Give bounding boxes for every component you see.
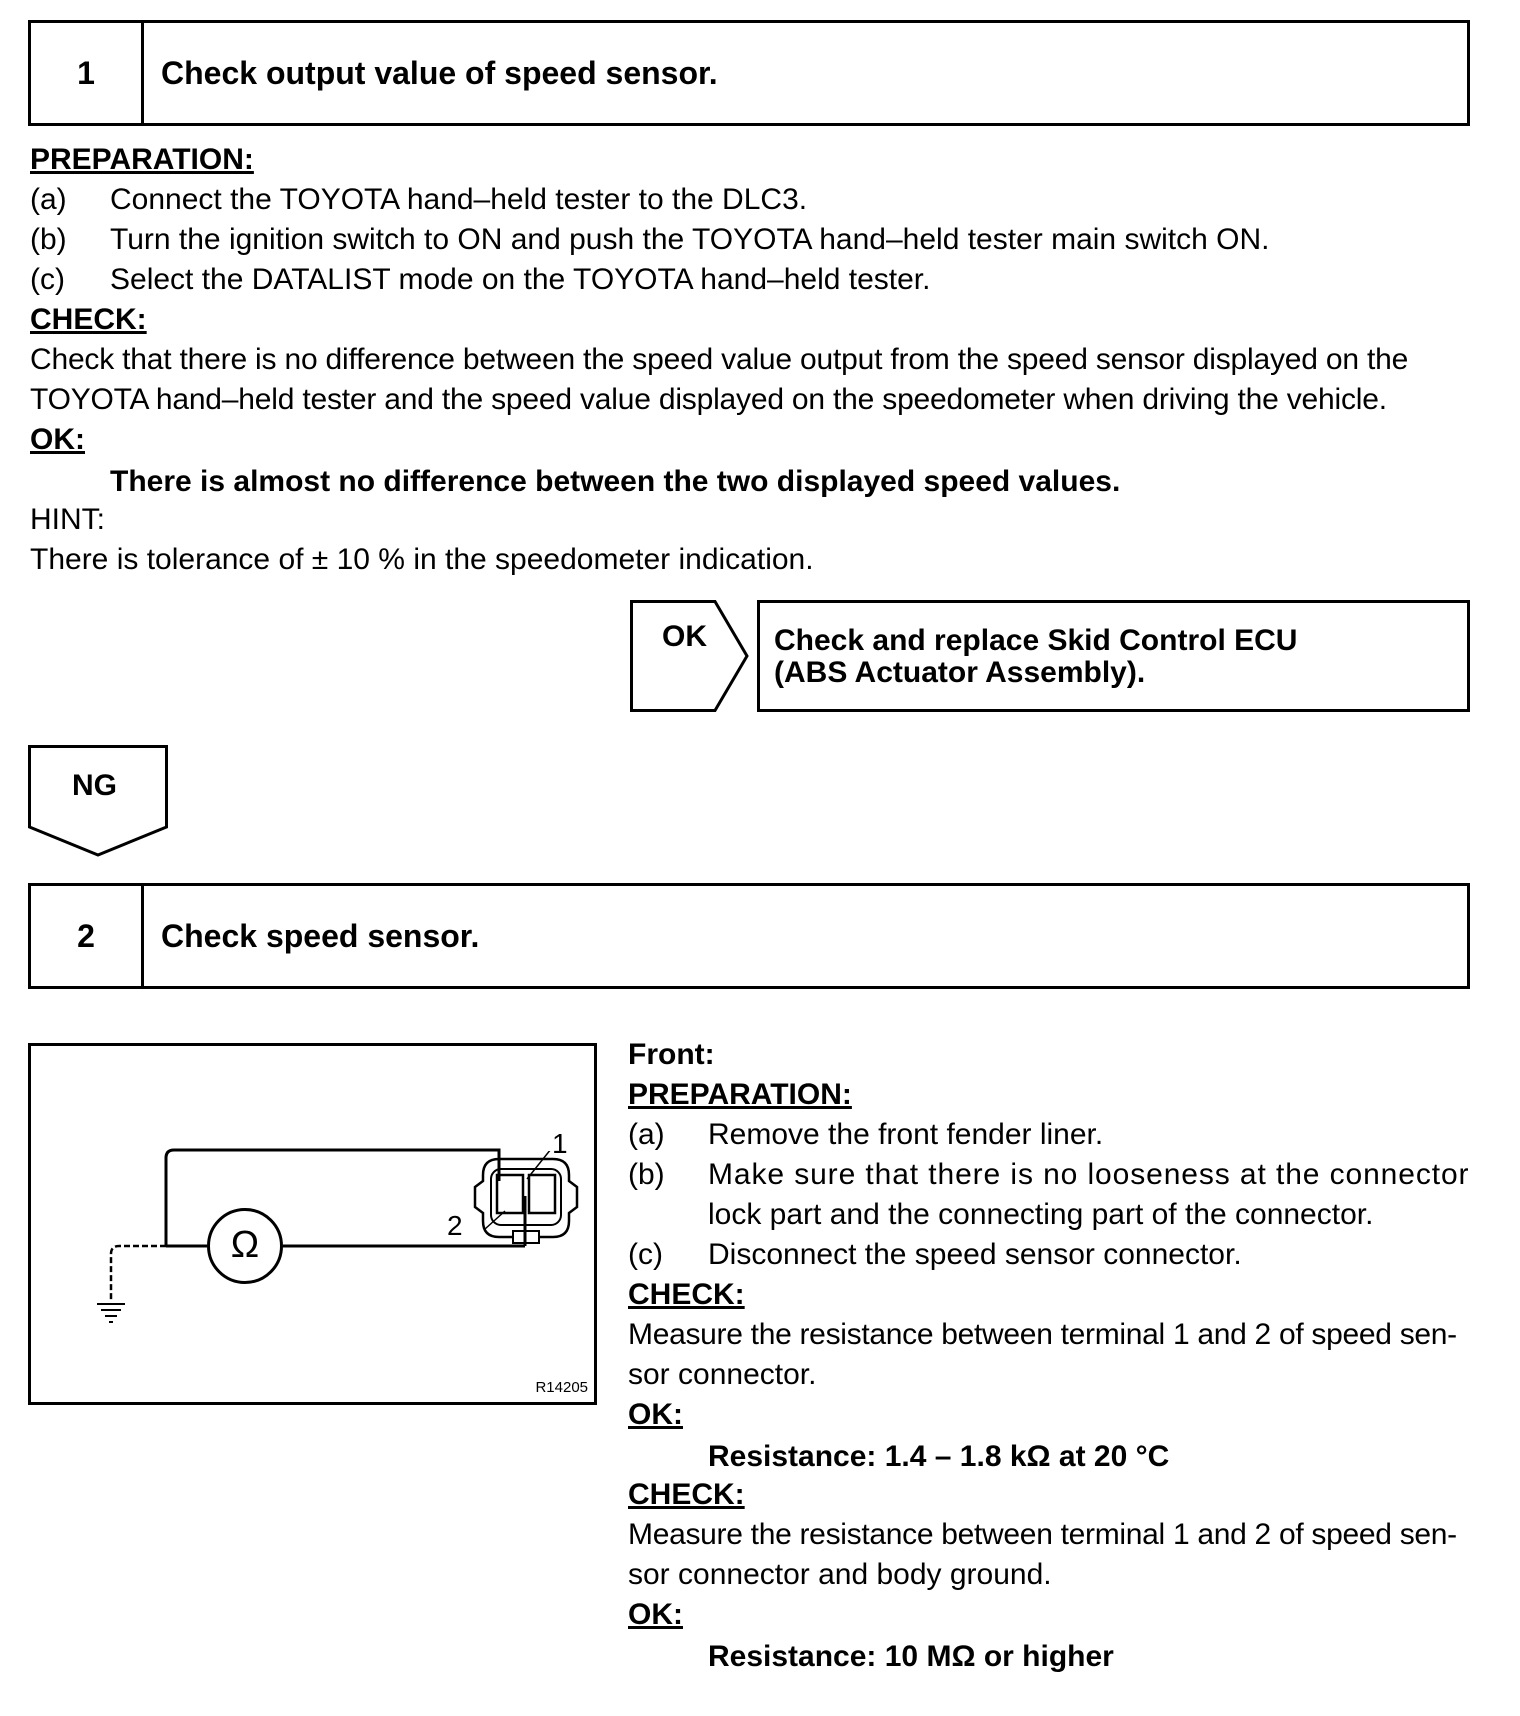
connector-icon	[471, 1151, 581, 1251]
step-2-check-2-heading: CHECK:	[628, 1478, 745, 1511]
list-text: Turn the ignition switch to ON and push the TOYOTA hand–held tester main switch ON.	[110, 223, 1270, 256]
step-2-number: 2	[31, 886, 144, 986]
figure-code: R14205	[535, 1379, 588, 1396]
step-2-prep-item-c	[628, 1235, 1470, 1275]
step-1-preparation-heading: PREPARATION:	[30, 143, 254, 176]
step-1-prep-item-a	[30, 180, 1470, 220]
step-2-check-1-line-2: sor connector.	[628, 1358, 817, 1391]
step-2-prep-item-a	[628, 1115, 1470, 1155]
step-2-check-1-line-1: Measure the resistance between terminal 1 and 2 of speed sen-	[628, 1318, 1457, 1351]
right-arrow-icon	[630, 600, 750, 712]
ok-branch-arrow	[630, 600, 750, 712]
step-1-check-heading: CHECK:	[30, 303, 147, 336]
wiring-diagram	[28, 1043, 597, 1405]
terminal-2-label: 2	[447, 1210, 463, 1241]
step-2-ok-1-text: Resistance: 1.4 – 1.8 kΩ at 20 °C	[708, 1440, 1170, 1473]
list-label: (c)	[30, 263, 65, 296]
step-2-check-2-line-2: sor connector and body ground.	[628, 1558, 1052, 1591]
step-2-front-heading: Front:	[628, 1038, 715, 1071]
step-2-ok-1-heading: OK:	[628, 1398, 683, 1431]
ok-branch-label: OK	[662, 620, 707, 653]
list-label: (a)	[628, 1118, 665, 1151]
list-text: Select the DATALIST mode on the TOYOTA hand–held tester.	[110, 263, 931, 296]
list-text: Connect the TOYOTA hand–held tester to the DLC3.	[110, 183, 808, 216]
step-1-prep-item-c	[30, 260, 1470, 300]
list-text: Remove the front fender liner.	[708, 1118, 1104, 1151]
ok-branch-action-box	[757, 600, 1470, 712]
step-2-header	[28, 883, 1470, 989]
list-text: Disconnect the speed sensor connector.	[708, 1238, 1242, 1271]
list-label: (a)	[30, 183, 67, 216]
list-text: Make sure that there is no looseness at the connector	[708, 1158, 1470, 1191]
step-1-hint-heading: HINT:	[30, 503, 105, 536]
step-1-hint-text: There is tolerance of ± 10 % in the speedometer indication.	[30, 543, 814, 576]
step-1-ok-heading: OK:	[30, 423, 85, 456]
step-1-number: 1	[31, 23, 144, 123]
step-2-preparation-heading: PREPARATION:	[628, 1078, 852, 1111]
list-label: (c)	[628, 1238, 663, 1271]
step-1-header	[28, 20, 1470, 126]
terminal-1-label: 1	[552, 1128, 568, 1159]
step-2-check-1-heading: CHECK:	[628, 1278, 745, 1311]
step-1-check-line-1: Check that there is no difference between the speed value output from the speed sensor displayed on the	[30, 343, 1409, 376]
step-1-check-line-2: TOYOTA hand–held tester and the speed value displayed on the speedometer when driving the vehicle.	[30, 383, 1387, 416]
list-label: (b)	[628, 1158, 665, 1191]
step-1-title: Check output value of speed sensor.	[161, 54, 718, 91]
list-label: (b)	[30, 223, 67, 256]
ohmmeter-symbol: Ω	[230, 1224, 260, 1266]
step-2-ok-2-heading: OK:	[628, 1598, 683, 1631]
step-1-prep-item-b	[30, 220, 1470, 260]
ok-branch-action-line-1: Check and replace Skid Control ECU	[774, 624, 1298, 657]
ok-branch-action-line-2: (ABS Actuator Assembly).	[774, 656, 1146, 689]
ng-branch-arrow	[28, 745, 168, 857]
step-2-check-2-line-1: Measure the resistance between terminal 1 and 2 of speed sen-	[628, 1518, 1457, 1551]
step-2-prep-item-b	[628, 1155, 1470, 1235]
list-text-continued: lock part and the connecting part of the connector.	[708, 1198, 1374, 1231]
ng-branch-label: NG	[72, 769, 117, 802]
step-1-ok-text: There is almost no difference between the two displayed speed values.	[110, 465, 1121, 498]
step-2-title: Check speed sensor.	[161, 917, 480, 954]
step-2-ok-2-text: Resistance: 10 MΩ or higher	[708, 1640, 1114, 1673]
